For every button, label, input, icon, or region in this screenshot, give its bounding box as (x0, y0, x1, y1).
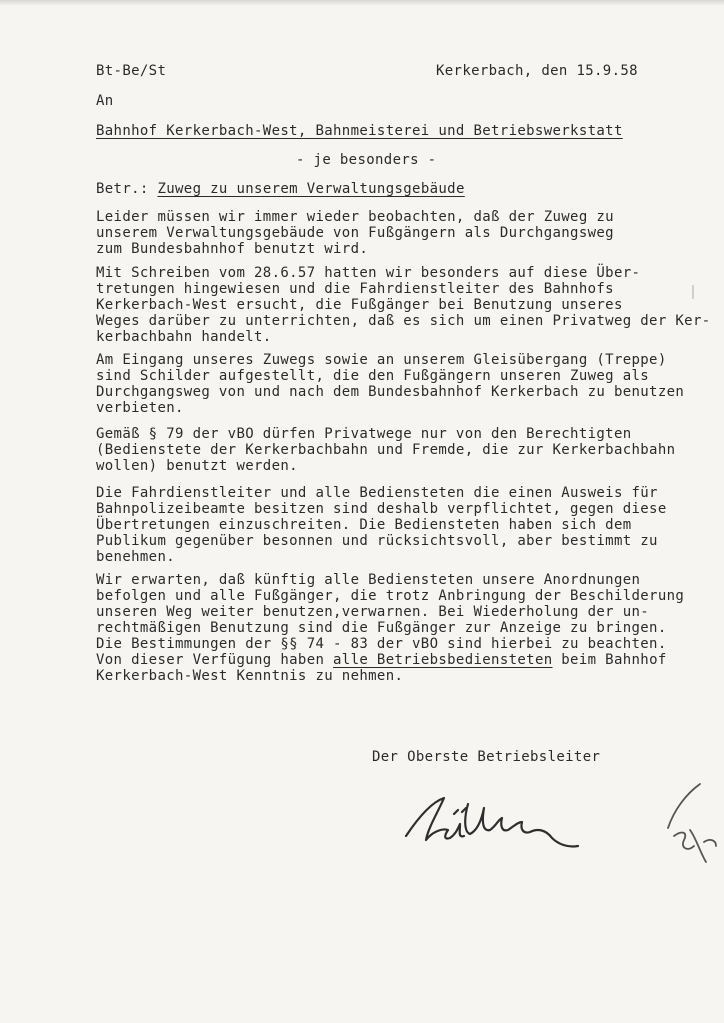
margin-pencil-mark (690, 284, 696, 300)
text-line: Durchgangsweg von und nach dem Bundesbahnhof Kerkerbach zu benutzen (96, 384, 685, 400)
text-line: Bahnpolizeibeamte besitzen sind deshalb verpflichtet, gegen diese (96, 501, 667, 517)
text-line: (Bedienstete der Kerkerbachbahn und Fremde, die zur Kerkerbachbahn (96, 442, 676, 458)
handwritten-signature (398, 788, 588, 868)
text-line: sind Schilder aufgestellt, die den Fußgängern unseren Zuweg als (96, 368, 650, 384)
subject-text: Zuweg zu unserem Verwaltungsgebäude (157, 181, 465, 197)
text-line: Kerkerbach-West Kenntnis zu nehmen. (96, 668, 404, 684)
text-line: Am Eingang unseres Zuwegs sowie an unserem Gleisübergang (Treppe) (96, 352, 667, 368)
recipient: Bahnhof Kerkerbach-West, Bahnmeisterei und Betriebswerkstatt (96, 123, 623, 139)
text-line: tretungen hingewiesen und die Fahrdienstleiter des Bahnhofs (96, 281, 614, 297)
subject-label: Betr.: (96, 181, 149, 197)
text-line: Weges darüber zu unterrichten, daß es sich um einen Privatweg der Ker- (96, 313, 711, 329)
text-line: Publikum gegenüber besonnen und rücksichtsvoll, aber bestimmt zu (96, 533, 658, 549)
text-line: Kerkerbach-West ersucht, die Fußgänger bei Benutzung unseres (96, 297, 623, 313)
salutation: An (96, 93, 114, 109)
separate-note: - je besonders - (296, 152, 437, 168)
text-line: unserem Verwaltungsgebäude von Fußgängern als Durchgangsweg (96, 225, 614, 241)
underlined-staff: alle Betriebsbediensteten (333, 652, 553, 668)
text-line: Mit Schreiben vom 28.6.57 hatten wir besonders auf diese Über- (96, 265, 641, 281)
paragraph-4 (96, 427, 675, 475)
text-line: Übertretungen einzuschreiten. Die Bediensteten haben sich dem (96, 517, 632, 533)
text-line: unseren Weg weiter benutzen,verwarnen. Bei Wiederholung der un- (96, 604, 650, 620)
paragraph-5 (96, 486, 667, 566)
text-line: Die Bestimmungen der §§ 74 - 83 der vBO sind hierbei zu beachten. (96, 636, 667, 652)
paragraph-2 (96, 266, 711, 346)
text-line: Leider müssen wir immer wieder beobachten, daß der Zuweg zu (96, 209, 614, 225)
text-line: Gemäß § 79 der vBO dürfen Privatwege nur von den Berechtigten (96, 426, 632, 442)
text-line: benehmen. (96, 549, 176, 565)
subject-line (96, 182, 465, 196)
paragraph-1 (96, 210, 614, 258)
text-line: kerbachbahn handelt. (96, 329, 272, 345)
paragraph-6 (96, 573, 684, 685)
text-line: wollen) benutzt werden. (96, 458, 298, 474)
signatory-title: Der Oberste Betriebsleiter (372, 749, 601, 765)
text-line: Die Fahrdienstleiter und alle Bediensteten die einen Ausweis für (96, 485, 658, 501)
reference-code: Bt-Be/St (96, 63, 167, 79)
text-line: zum Bundesbahnhof benutzt wird. (96, 241, 369, 257)
text-line: rechtmäßigen Benutzung sind die Fußgänger zur Anzeige zu bringen. (96, 620, 667, 636)
text-line: befolgen und alle Fußgänger, die trotz Anbringung der Beschilderung (96, 588, 685, 604)
text-line: Von dieser Verfügung haben alle Betriebsbediensteten beim Bahnhof (96, 652, 667, 668)
text-line: verbieten. (96, 400, 184, 416)
place-and-date: Kerkerbach, den 15.9.58 (436, 63, 638, 79)
handwritten-initials-mark (660, 780, 724, 880)
text-line: Wir erwarten, daß künftig alle Bediensteten unsere Anordnungen (96, 572, 641, 588)
paragraph-3 (96, 353, 684, 417)
